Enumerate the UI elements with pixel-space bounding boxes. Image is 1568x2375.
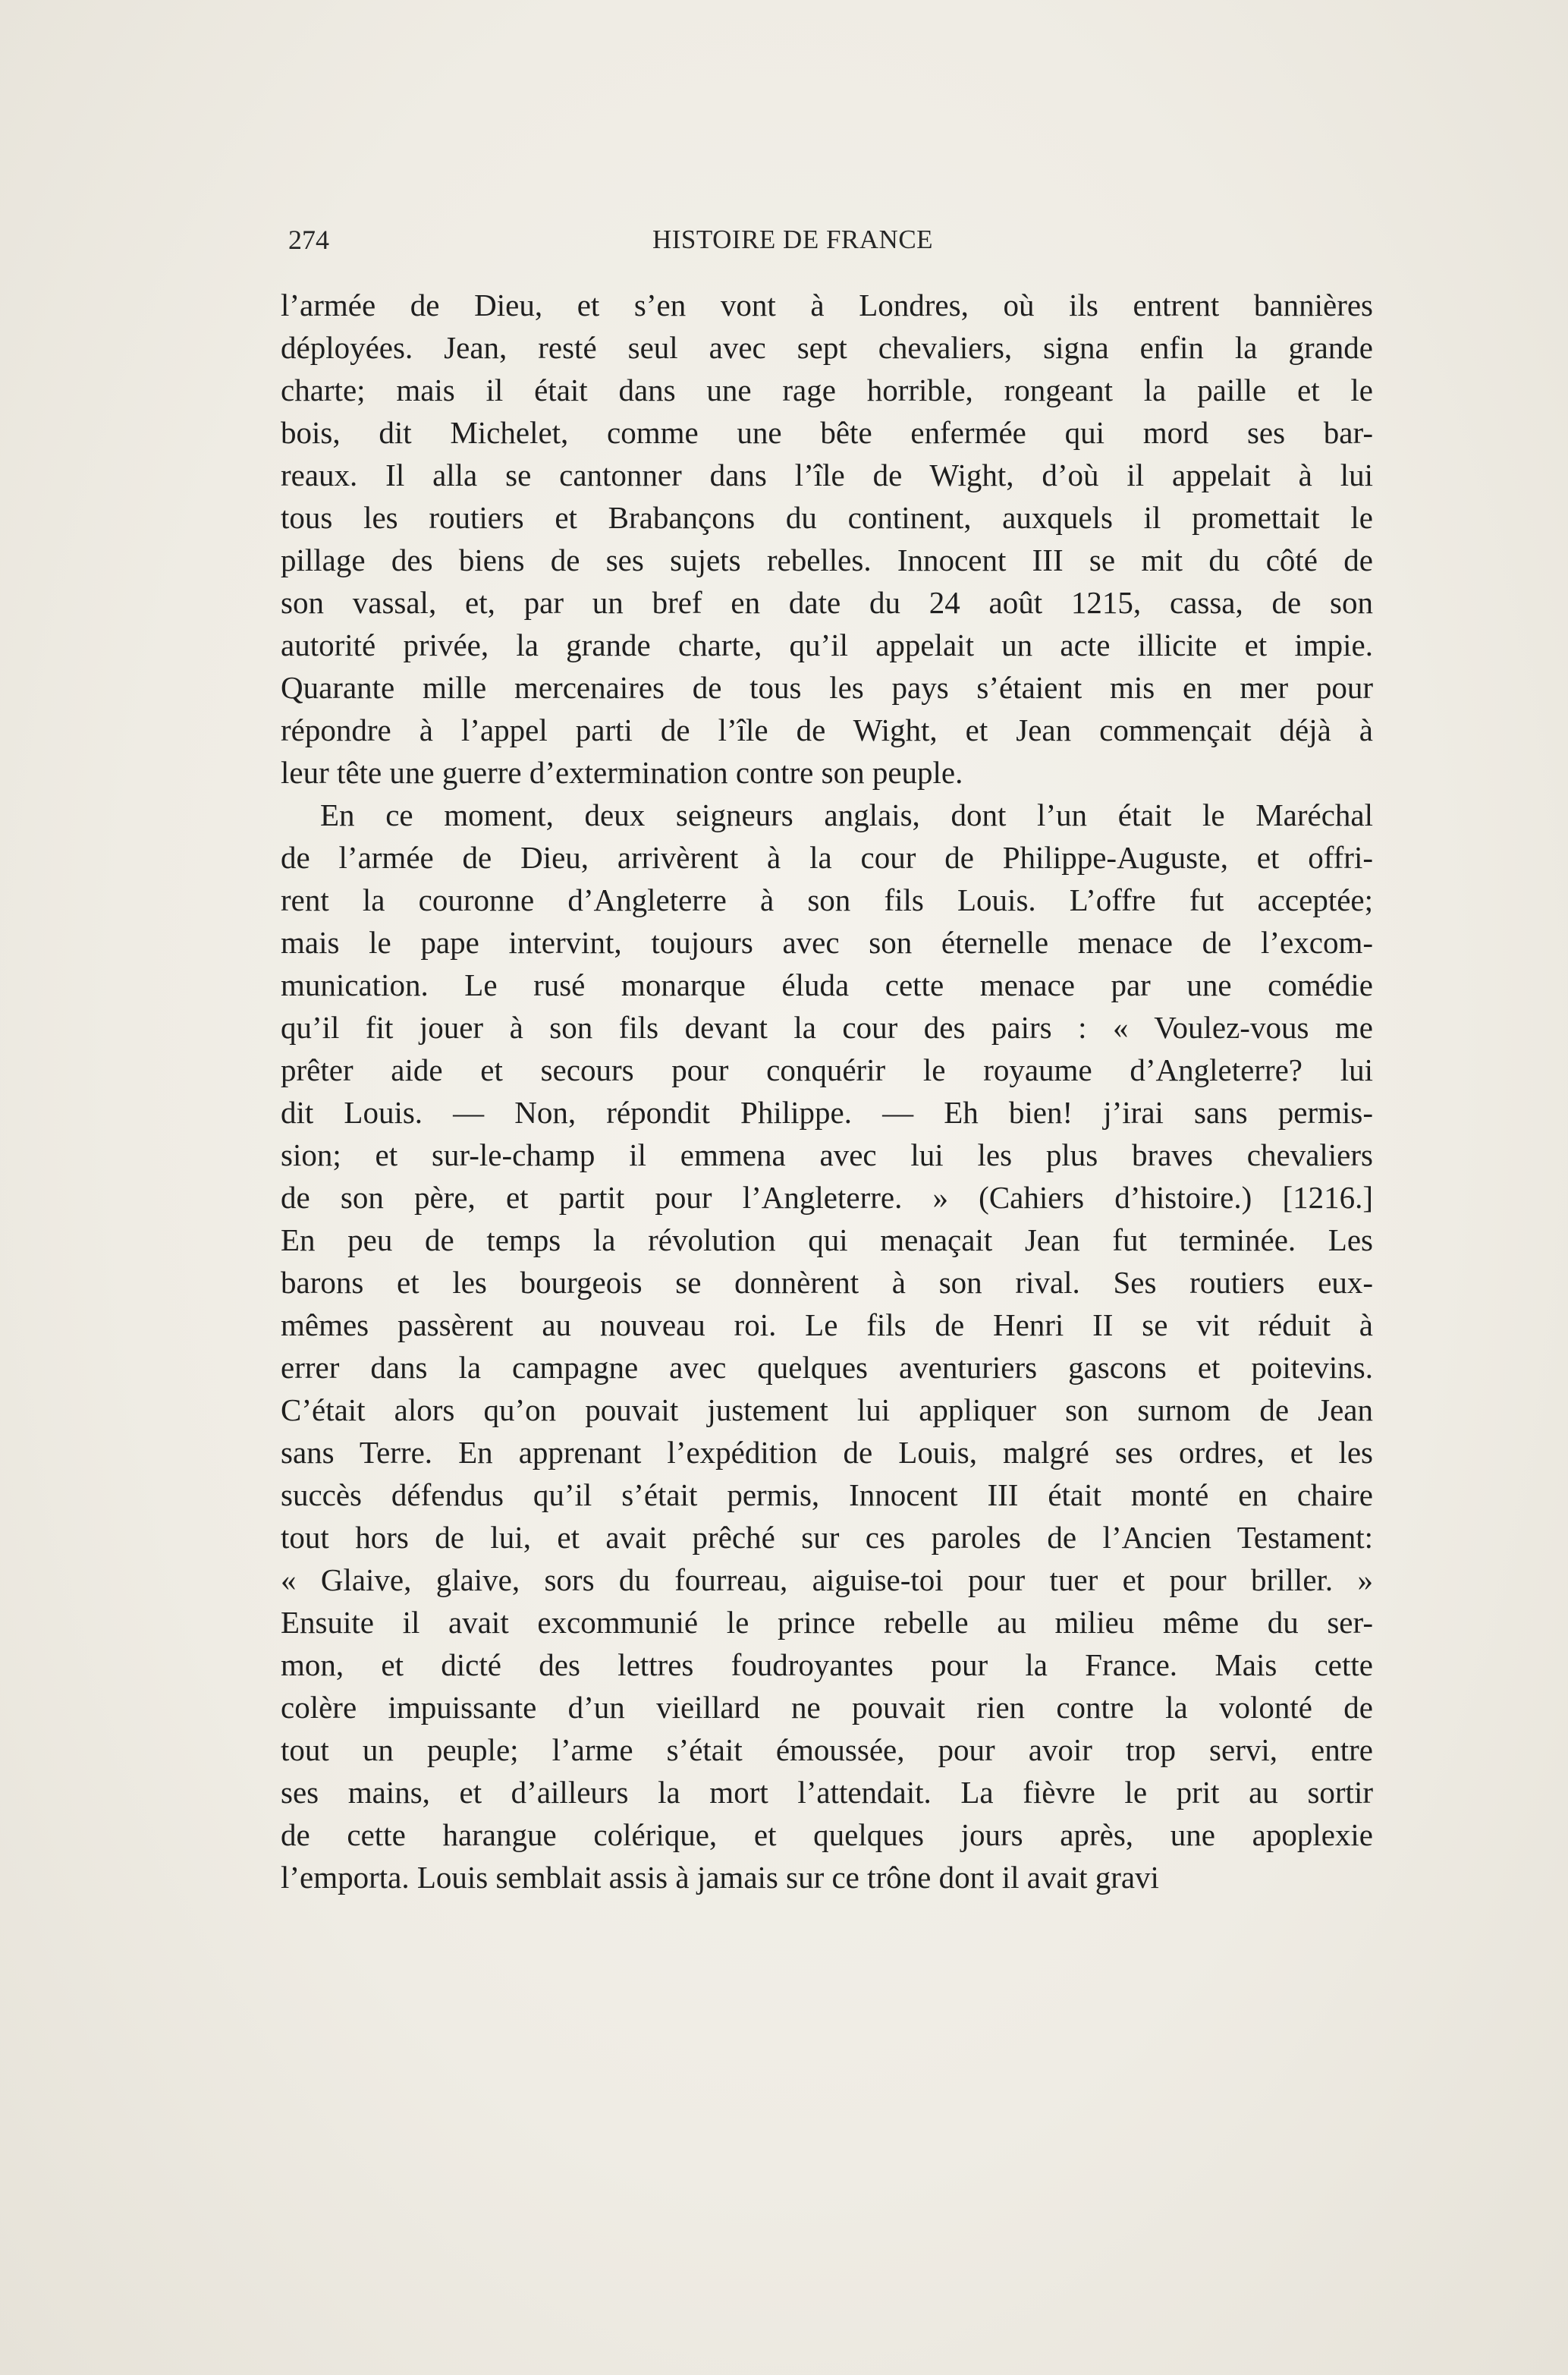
text-line: charte; mais il était dans une rage horrible, rongeant la paille et le bbox=[281, 373, 1373, 407]
running-title: HISTOIRE DE FRANCE bbox=[652, 225, 934, 254]
text-line: de son père, et partit pour l’Angleterre. » (Cahiers d’histoire.) [1216.] bbox=[281, 1180, 1373, 1215]
text-line: dit Louis. — Non, répondit Philippe. — Eh bien! j’irai sans permis- bbox=[281, 1095, 1373, 1130]
text-line: l’armée de Dieu, et s’en vont à Londres, où ils entrent bannières bbox=[281, 288, 1373, 322]
text-line: l’emporta. Louis semblait assis à jamais sur ce trône dont il avait gravi bbox=[281, 1860, 1159, 1895]
text-line: rent la couronne d’Angleterre à son fils Louis. L’offre fut acceptée; bbox=[281, 882, 1373, 917]
page-number: 274 bbox=[288, 225, 329, 255]
text-line: mêmes passèrent au nouveau roi. Le fils de Henri II se vit réduit à bbox=[281, 1307, 1373, 1342]
text-line: leur tête une guerre d’extermination contre son peuple. bbox=[281, 755, 963, 790]
text-line: tout un peuple; l’arme s’était émoussée, pour avoir trop servi, entre bbox=[281, 1732, 1373, 1767]
text-line: En peu de temps la révolution qui menaçait Jean fut terminée. Les bbox=[281, 1222, 1373, 1257]
text-line: bois, dit Michelet, comme une bête enfermée qui mord ses bar- bbox=[281, 415, 1373, 450]
text-line: sion; et sur-le-champ il emmena avec lui les plus braves chevaliers bbox=[281, 1137, 1373, 1172]
text-line: munication. Le rusé monarque éluda cette menace par une comédie bbox=[281, 967, 1373, 1002]
text-line: pillage des biens de ses sujets rebelles. Innocent III se mit du côté de bbox=[281, 543, 1373, 577]
text-line: répondre à l’appel parti de l’île de Wight, et Jean commençait déjà à bbox=[281, 712, 1373, 747]
text-line: son vassal, et, par un bref en date du 24 août 1215, cassa, de son bbox=[281, 585, 1373, 620]
text-line: barons et les bourgeois se donnèrent à son rival. Ses routiers eux- bbox=[281, 1265, 1373, 1300]
text-line: tout hors de lui, et avait prêché sur ces paroles de l’Ancien Testament: bbox=[281, 1520, 1373, 1555]
text-line: colère impuissante d’un vieillard ne pouvait rien contre la volonté de bbox=[281, 1690, 1373, 1725]
text-line: Ensuite il avait excommunié le prince rebelle au milieu même du ser- bbox=[281, 1605, 1373, 1640]
text-line: mon, et dicté des lettres foudroyantes pour la France. Mais cette bbox=[281, 1647, 1373, 1682]
text-line: « Glaive, glaive, sors du fourreau, aiguise-toi pour tuer et pour briller. » bbox=[281, 1562, 1373, 1597]
text-line: de l’armée de Dieu, arrivèrent à la cour de Philippe-Auguste, et offri- bbox=[281, 840, 1373, 875]
text-line: de cette harangue colérique, et quelques jours après, une apoplexie bbox=[281, 1817, 1373, 1852]
page-header bbox=[284, 219, 1377, 261]
text-line: autorité privée, la grande charte, qu’il appelait un acte illicite et impie. bbox=[281, 628, 1373, 662]
text-line: prêter aide et secours pour conquérir le royaume d’Angleterre? lui bbox=[281, 1052, 1373, 1087]
body-text bbox=[281, 284, 1373, 1898]
text-line: En ce moment, deux seigneurs anglais, dont l’un était le Maréchal bbox=[320, 797, 1373, 832]
text-line: reaux. Il alla se cantonner dans l’île de Wight, d’où il appelait à lui bbox=[281, 458, 1373, 492]
text-line: errer dans la campagne avec quelques aventuriers gascons et poitevins. bbox=[281, 1350, 1373, 1385]
text-line: qu’il fit jouer à son fils devant la cour des pairs : « Voulez-vous me bbox=[281, 1010, 1373, 1045]
text-line: tous les routiers et Brabançons du continent, auxquels il promettait le bbox=[281, 500, 1373, 535]
text-line: sans Terre. En apprenant l’expédition de Louis, malgré ses ordres, et les bbox=[281, 1435, 1373, 1470]
text-line: mais le pape intervint, toujours avec son éternelle menace de l’excom- bbox=[281, 925, 1373, 960]
text-line: Quarante mille mercenaires de tous les pays s’étaient mis en mer pour bbox=[281, 670, 1373, 705]
text-line: succès défendus qu’il s’était permis, Innocent III était monté en chaire bbox=[281, 1477, 1373, 1512]
text-line: C’était alors qu’on pouvait justement lui appliquer son surnom de Jean bbox=[281, 1392, 1373, 1427]
text-line: déployées. Jean, resté seul avec sept chevaliers, signa enfin la grande bbox=[281, 330, 1373, 365]
text-line: ses mains, et d’ailleurs la mort l’attendait. La fièvre le prit au sortir bbox=[281, 1775, 1373, 1810]
